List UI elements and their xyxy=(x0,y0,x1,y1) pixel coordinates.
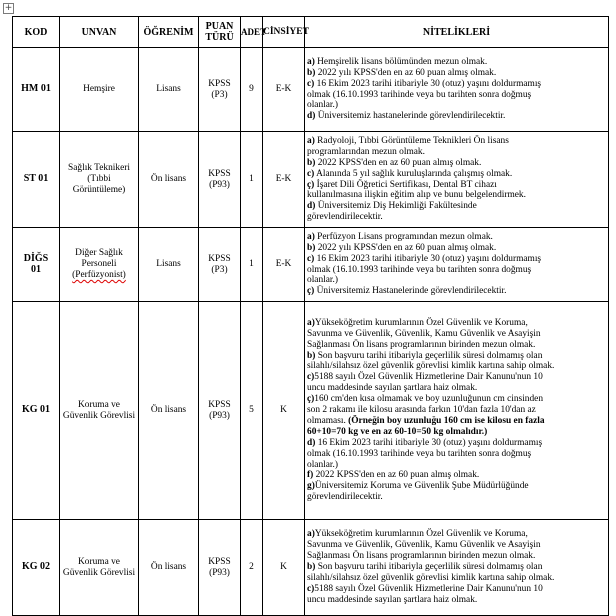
cell-cinsiyet: K xyxy=(263,520,305,616)
qualification-marker: c) xyxy=(307,78,315,89)
qualification-line xyxy=(307,286,606,297)
qualification-text: Savunma ve Güvenlik, Güvenlik, Kamu Güvenlik ve Asayişin xyxy=(307,540,541,551)
table-row xyxy=(13,520,609,616)
qualification-line xyxy=(307,427,606,438)
qualification-line xyxy=(307,529,606,540)
qualification-marker: d) xyxy=(307,111,316,122)
cell-kod: DİĞS 01 xyxy=(13,228,60,302)
qualification-line xyxy=(307,329,606,340)
qualification-marker: d) xyxy=(307,201,316,212)
header-kod: KOD xyxy=(13,17,60,48)
cell-kod: KG 02 xyxy=(13,520,60,616)
cell-adet: 1 xyxy=(241,132,263,228)
qualification-text: olmak (16.10.1993 tarihinde veya bu tarihten sonra doğmuş xyxy=(307,264,532,275)
qualification-text: Yükseköğretim kurumlarının Özel Güvenlik ve Koruma, xyxy=(314,317,528,328)
qualification-text: Üniversitemiz hastanelerinde görevlendirilecektir. xyxy=(315,111,506,122)
cell-puan-turu: KPSS (P93) xyxy=(199,520,241,616)
qualification-marker: ç) xyxy=(307,179,315,190)
qualification-marker: g) xyxy=(307,481,315,492)
qualification-text: 5188 sayılı Özel Güvenlik Hizmetlerine Dair Kanunu'nun 10 xyxy=(314,372,543,383)
qualification-marker: c) xyxy=(307,583,315,594)
positions-table xyxy=(12,16,609,616)
qualification-line xyxy=(307,595,606,606)
qualification-line xyxy=(307,147,606,158)
qualification-marker: f) xyxy=(307,470,314,481)
qualification-text: silahlı/silahsız özel güvenlik görevlisi kimlik kartına sahip olmak. xyxy=(307,361,555,372)
qualification-text: son 2 rakamı ile kilosu arasında farkın 10'dan fazla 10'dan az xyxy=(307,405,536,416)
qualification-text: 160 cm'den kısa olmamak ve boy uzunluğunun cm cinsinden xyxy=(314,394,544,405)
table-row xyxy=(13,302,609,520)
qualification-marker: a) xyxy=(307,135,315,146)
qualification-text: Üniversitemiz Diş Hekimliği Fakültesinde xyxy=(315,201,477,212)
qualification-text: Son başvuru tarihi itibariyla geçerlilik süresi dolmamış olan xyxy=(315,562,543,573)
qualification-text: Radyoloji, Tıbbi Görüntüleme Teknikleri Ön lisans xyxy=(314,135,509,146)
qualification-text: Sağlanması Ön lisans programlarının birinden mezun olmak. xyxy=(307,339,536,350)
cell-kod: KG 01 xyxy=(13,302,60,520)
cell-puan-turu: KPSS (P93) xyxy=(199,132,241,228)
qualification-marker: a) xyxy=(307,317,315,328)
qualification-line xyxy=(307,351,606,362)
qualification-marker: b) xyxy=(307,67,316,78)
qualification-marker: c) xyxy=(307,253,315,264)
qualification-marker: c) xyxy=(307,372,315,383)
qualification-text: Üniversitemiz Koruma ve Güvenlik Şube Müdürlüğünde xyxy=(314,481,529,492)
header-nitelikler: NİTELİKLERİ xyxy=(305,17,609,48)
qualification-line xyxy=(307,562,606,573)
cell-nitelikler xyxy=(305,302,609,520)
cell-unvan: Koruma ve Güvenlik Görevlisi xyxy=(60,302,139,520)
qualification-marker: b) xyxy=(307,350,316,361)
qualification-text: 2022 KPSS'den en az 60 puan almış olmak. xyxy=(315,157,482,168)
cell-puan-turu: KPSS (P3) xyxy=(199,48,241,132)
qualification-line xyxy=(307,136,606,147)
qualification-text: Son başvuru tarihi itibariyla geçerlilik süresi dolmamış olan xyxy=(315,350,543,361)
qualification-text: Alanında 5 yıl sağlık kuruluşlarında çalışmış olmak. xyxy=(314,168,513,179)
cell-adet: 9 xyxy=(241,48,263,132)
cell-unvan: Hemşire xyxy=(60,48,139,132)
qualification-line xyxy=(307,201,606,212)
qualification-line xyxy=(307,212,606,223)
qualification-line xyxy=(307,254,606,265)
qualification-text: programlarından mezun olmak. xyxy=(307,146,425,157)
qualification-text: Sağlanması Ön lisans programlarının birinden mezun olmak. xyxy=(307,551,536,562)
qualification-marker: b) xyxy=(307,157,316,168)
cell-puan-turu: KPSS (P93) xyxy=(199,302,241,520)
qualification-text: Yükseköğretim kurumlarının Özel Güvenlik ve Koruma, xyxy=(314,529,528,540)
qualification-marker: a) xyxy=(307,56,315,67)
qualification-line xyxy=(307,470,606,481)
qualification-line xyxy=(307,416,606,427)
cell-nitelikler xyxy=(305,48,609,132)
cell-unvan: Diğer Sağlık Personeli (Perfüzyonist) xyxy=(60,228,139,302)
qualification-bold-text: (Örneğin boy uzunluğu 160 cm ise kilosu en fazla xyxy=(348,415,545,426)
cell-ogrenim: Ön lisans xyxy=(139,132,199,228)
qualification-text: Hemşirelik lisans bölümünden mezun olmak. xyxy=(314,56,488,67)
qualification-line xyxy=(307,372,606,383)
cell-nitelikler xyxy=(305,228,609,302)
qualification-text: olanlar.) xyxy=(307,275,338,286)
qualification-text: 16 Ekim 2023 tarihi itibariyle 30 (otuz) yaşını doldurmamış xyxy=(314,78,542,89)
qualification-line xyxy=(307,340,606,351)
qualification-line xyxy=(307,100,606,111)
cell-ogrenim: Lisans xyxy=(139,228,199,302)
cell-nitelikler xyxy=(305,132,609,228)
qualification-text: olmak (16.10.1993 tarihinde veya bu tarihten sonra doğmuş xyxy=(307,448,532,459)
qualification-line xyxy=(307,190,606,201)
qualification-text: görevlendirilecektir. xyxy=(307,212,383,223)
cell-kod: ST 01 xyxy=(13,132,60,228)
qualification-text: Savunma ve Güvenlik, Güvenlik, Kamu Güvenlik ve Asayişin xyxy=(307,328,541,339)
qualification-line xyxy=(307,383,606,394)
qualification-line xyxy=(307,90,606,101)
qualification-line xyxy=(307,111,606,122)
header-unvan: UNVAN xyxy=(60,17,139,48)
qualification-line xyxy=(307,232,606,243)
cell-adet: 5 xyxy=(241,302,263,520)
qualification-text: olmaması. xyxy=(307,415,349,426)
qualification-text: İşaret Dili Öğretici Sertifikası, Dental BT cihazı xyxy=(314,179,497,190)
cell-ogrenim: Ön lisans xyxy=(139,520,199,616)
qualification-text: 5188 sayılı Özel Güvenlik Hizmetlerine Dair Kanunu'nun 10 xyxy=(314,583,543,594)
qualification-marker: b) xyxy=(307,242,316,253)
qualification-line xyxy=(307,169,606,180)
qualification-text: silahlı/silahsız özel güvenlik görevlisi kimlik kartına sahip olmak. xyxy=(307,572,555,583)
cell-ogrenim: Ön lisans xyxy=(139,302,199,520)
qualification-text: olmak (16.10.1993 tarihinde veya bu tarihten sonra doğmuş xyxy=(307,89,532,100)
qualification-text: 2022 KPSS'den en az 60 puan almış olmak. xyxy=(313,470,480,481)
qualification-text: Perfüzyon Lisans programından mezun olmak. xyxy=(314,231,493,242)
qualification-marker: c) xyxy=(307,168,315,179)
cell-nitelikler xyxy=(305,520,609,616)
qualification-marker: ç) xyxy=(307,394,315,405)
qualification-line xyxy=(307,79,606,90)
qualification-text: 2022 yılı KPSS'den en az 60 puan almış olmak. xyxy=(315,67,497,78)
qualification-marker: a) xyxy=(307,231,315,242)
qualification-line xyxy=(307,318,606,329)
qualification-text: görevlendirilecektir. xyxy=(307,492,383,503)
table-row xyxy=(13,228,609,302)
qualification-text: Üniversitemiz Hastanelerinde görevlendirilecektir. xyxy=(314,286,507,297)
header-cinsiyet: CİNSİYET xyxy=(263,17,305,48)
cell-ogrenim: Lisans xyxy=(139,48,199,132)
qualification-line xyxy=(307,551,606,562)
qualification-marker: a) xyxy=(307,529,315,540)
qualification-line xyxy=(307,438,606,449)
qualification-bold-text: 60+10=70 kg ve en az 60-10=50 kg olmalıdır.) xyxy=(307,426,488,437)
qualification-text: uncu maddesinde sayılan şartlara haiz olmak. xyxy=(307,594,478,605)
cell-puan-turu: KPSS (P3) xyxy=(199,228,241,302)
header-row xyxy=(13,17,609,48)
qualification-marker: b) xyxy=(307,562,316,573)
table-row xyxy=(13,48,609,132)
header-puan-turu: PUAN TÜRÜ xyxy=(199,17,241,48)
cell-unvan: Koruma ve Güvenlik Görevlisi xyxy=(60,520,139,616)
qualification-text: 16 Ekim 2023 tarihi itibariyle 30 (otuz) yaşını doldurmamış xyxy=(315,437,543,448)
qualification-line xyxy=(307,265,606,276)
table-move-handle-icon[interactable]: + xyxy=(4,3,13,13)
qualification-text: 16 Ekim 2023 tarihi itibariyle 30 (otuz) yaşını doldurmamış xyxy=(314,253,542,264)
qualification-text: uncu maddesinde sayılan şartlara haiz olmak. xyxy=(307,383,478,394)
cell-cinsiyet: K xyxy=(263,302,305,520)
qualification-line xyxy=(307,68,606,79)
qualification-line xyxy=(307,540,606,551)
qualification-line xyxy=(307,573,606,584)
header-adet: ADET xyxy=(241,17,263,48)
qualification-line xyxy=(307,449,606,460)
cell-cinsiyet: E-K xyxy=(263,48,305,132)
cell-adet: 1 xyxy=(241,228,263,302)
qualification-line xyxy=(307,57,606,68)
qualification-line xyxy=(307,361,606,372)
cell-kod: HM 01 xyxy=(13,48,60,132)
cell-cinsiyet: E-K xyxy=(263,132,305,228)
qualification-line xyxy=(307,481,606,492)
header-ogrenim: ÖĞRENİM xyxy=(139,17,199,48)
qualification-line xyxy=(307,584,606,595)
qualification-text: 2022 yılı KPSS'den en az 60 puan almış olmak. xyxy=(315,242,497,253)
qualification-line xyxy=(307,180,606,191)
qualification-text: olanlar.) xyxy=(307,100,338,111)
qualification-line xyxy=(307,275,606,286)
qualification-line xyxy=(307,394,606,405)
qualification-line xyxy=(307,492,606,503)
cell-adet: 2 xyxy=(241,520,263,616)
qualification-text: olanlar.) xyxy=(307,459,338,470)
table-row xyxy=(13,132,609,228)
qualification-line xyxy=(307,158,606,169)
qualification-marker: d) xyxy=(307,437,316,448)
qualification-text: kullanılmasına ilişkin eğitim alıp ve bunu belgelendirmek. xyxy=(307,190,526,201)
cell-unvan: Sağlık Teknikeri (Tıbbi Görüntüleme) xyxy=(60,132,139,228)
cell-cinsiyet: E-K xyxy=(263,228,305,302)
qualification-line xyxy=(307,243,606,254)
qualification-line xyxy=(307,405,606,416)
qualification-line xyxy=(307,460,606,471)
qualification-marker: ç) xyxy=(307,286,315,297)
